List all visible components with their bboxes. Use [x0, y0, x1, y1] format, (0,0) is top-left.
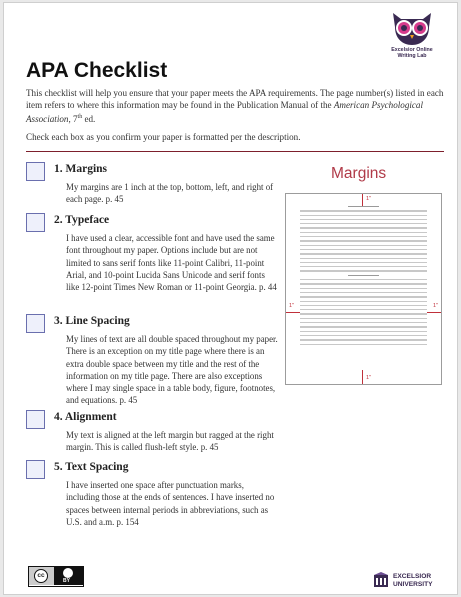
creative-commons-icon: cc [34, 569, 48, 583]
checkbox-typeface[interactable] [26, 213, 45, 232]
attribution-person-icon [63, 568, 73, 578]
item-heading: 2. Typeface [54, 214, 110, 226]
instruction-text: Check each box as you confirm your paper is formatted per the description. [26, 132, 301, 142]
intro-text-3: ed. [82, 114, 96, 125]
logo-line2: Writing Lab [397, 53, 427, 59]
cc-by-label: BY [63, 578, 70, 584]
divider [26, 151, 444, 152]
owl-logo [381, 9, 443, 59]
intro-text-1: This checklist will help you ensure that your paper meets the APA requirements. The page number(s) listed in each item refers to where this information may be found in the Publication Manual of the [26, 88, 444, 111]
excelsior-university-logo [373, 572, 451, 590]
checklist-page [3, 2, 458, 595]
intro-text-2: , 7 [68, 114, 78, 125]
page-title: APA Checklist [26, 59, 168, 82]
item-text: I have inserted one space after punctuation marks, including those at the ends of sentences. I have inserted no spaces between internal periods in abbreviations, such as U.S. and a.m. p. 154 [66, 480, 275, 527]
item-heading: 4. Alignment [54, 411, 117, 423]
intro-italic: American Psychological Association [26, 100, 424, 125]
item-text: My lines of text are all double spaced throughout my paper. There is an exception on my title page where there is an extra double space between my title and the rest of the information on my title page. There are also exceptions where I may single space in a table body, figure, footnotes, and equations. p. 45 [66, 334, 278, 406]
intro-paragraph [26, 87, 444, 126]
checkbox-line-spacing[interactable] [26, 314, 45, 333]
item-heading: 3. Line Spacing [54, 315, 130, 327]
intro-superscript: th [77, 114, 83, 121]
figure-title: Margins [331, 165, 387, 182]
bottom-margin-arrow [362, 370, 363, 384]
footer-logo-line2: UNIVERSITY [393, 581, 433, 588]
left-margin-arrow [286, 312, 300, 313]
item-text: My text is aligned at the left margin but ragged at the right margin. This is called flush-left style. p. 45 [66, 430, 274, 453]
checkbox-margins[interactable] [26, 162, 45, 181]
checkbox-alignment[interactable] [26, 410, 45, 429]
bottom-margin-label: 1" [366, 375, 372, 381]
item-heading: 1. Margins [54, 163, 108, 175]
right-margin-arrow [427, 312, 441, 313]
right-margin-label: 1" [432, 303, 438, 309]
university-crest-icon [373, 572, 389, 588]
sample-text-block [300, 206, 427, 370]
top-margin-label: 1" [366, 196, 372, 202]
left-margin-label: 1" [289, 303, 295, 309]
item-text: My margins are 1 inch at the top, bottom, left, and right of each page. p. 45 [66, 182, 274, 205]
cc-by-license-badge[interactable] [28, 566, 84, 587]
top-margin-arrow [362, 194, 363, 206]
margins-example-page [285, 193, 442, 385]
footer-logo-line1: EXCELSIOR [393, 573, 432, 580]
logo-line1: Excelsior Online [391, 47, 433, 53]
checkbox-text-spacing[interactable] [26, 460, 45, 479]
item-text: I have used a clear, accessible font and have used the same font throughout my paper. Options include but are not limited to sans serif fonts like 11-point Calibri, 11-point Arial, and 10-point Lucida Sans Unicode and serif fonts like 12-point Times New Roman or 11-point Georgia. p. 44 [66, 233, 277, 293]
owl-icon [387, 9, 437, 47]
item-heading: 5. Text Spacing [54, 461, 129, 473]
